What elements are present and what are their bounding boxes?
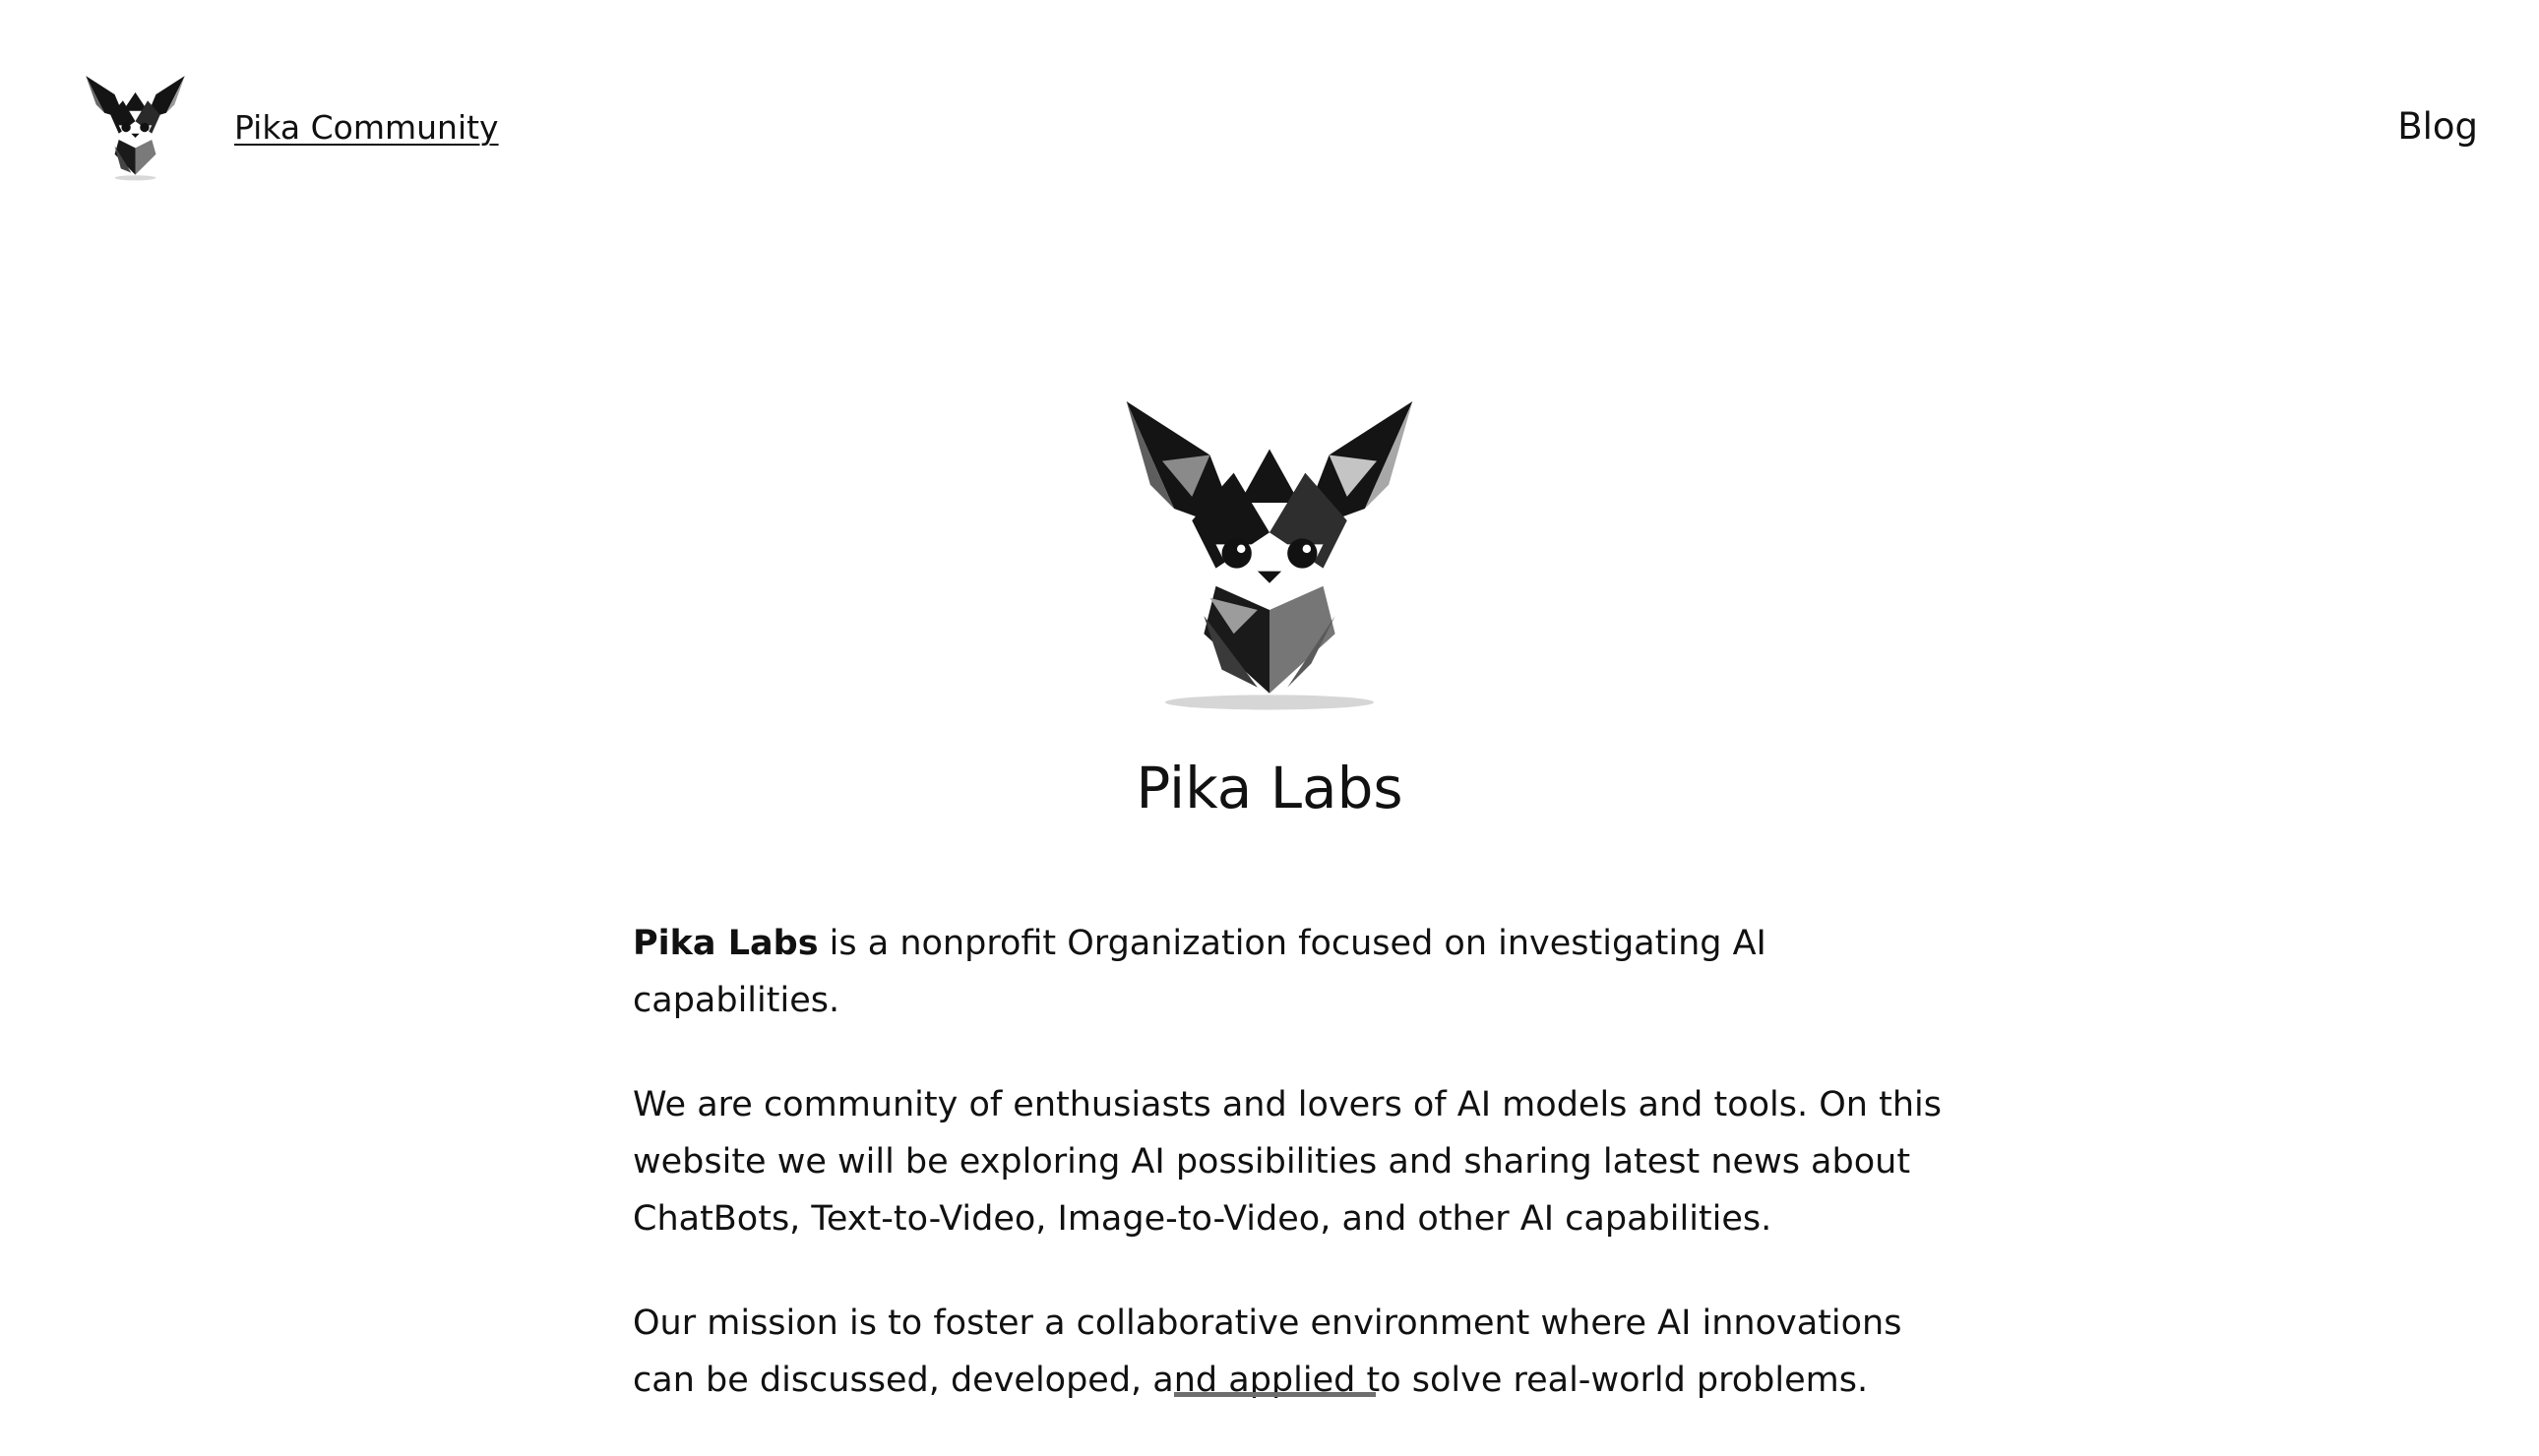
pika-logo-icon[interactable] (84, 74, 187, 182)
page-title: Pika Labs (1136, 755, 1403, 821)
org-name-bold: Pika Labs (633, 924, 819, 963)
intro-text: is a nonprofit Organization focused on investigating AI capabilities. (633, 924, 1766, 1020)
community-paragraph: We are community of enthusiasts and lovers of AI models and tools. On this website we will be exploring AI possibilities and sharing latest news about ChatBots, Text-to-Video, Image-to-Video, and other AI capabilities. (633, 1085, 1942, 1239)
site-header (0, 0, 2539, 216)
site-title-link[interactable]: Pika Community (234, 108, 499, 147)
main-content (633, 915, 1942, 1456)
pika-mascot-icon (1120, 401, 1419, 714)
intro-paragraph (633, 915, 1942, 1029)
mission-paragraph: Our mission is to foster a collaborative environment where AI innovations can be discussed, developed, and applied to solve real-world problems. (633, 1304, 1902, 1400)
nav-blog-link[interactable]: Blog (2397, 105, 2478, 148)
section-divider (1174, 1392, 1376, 1397)
